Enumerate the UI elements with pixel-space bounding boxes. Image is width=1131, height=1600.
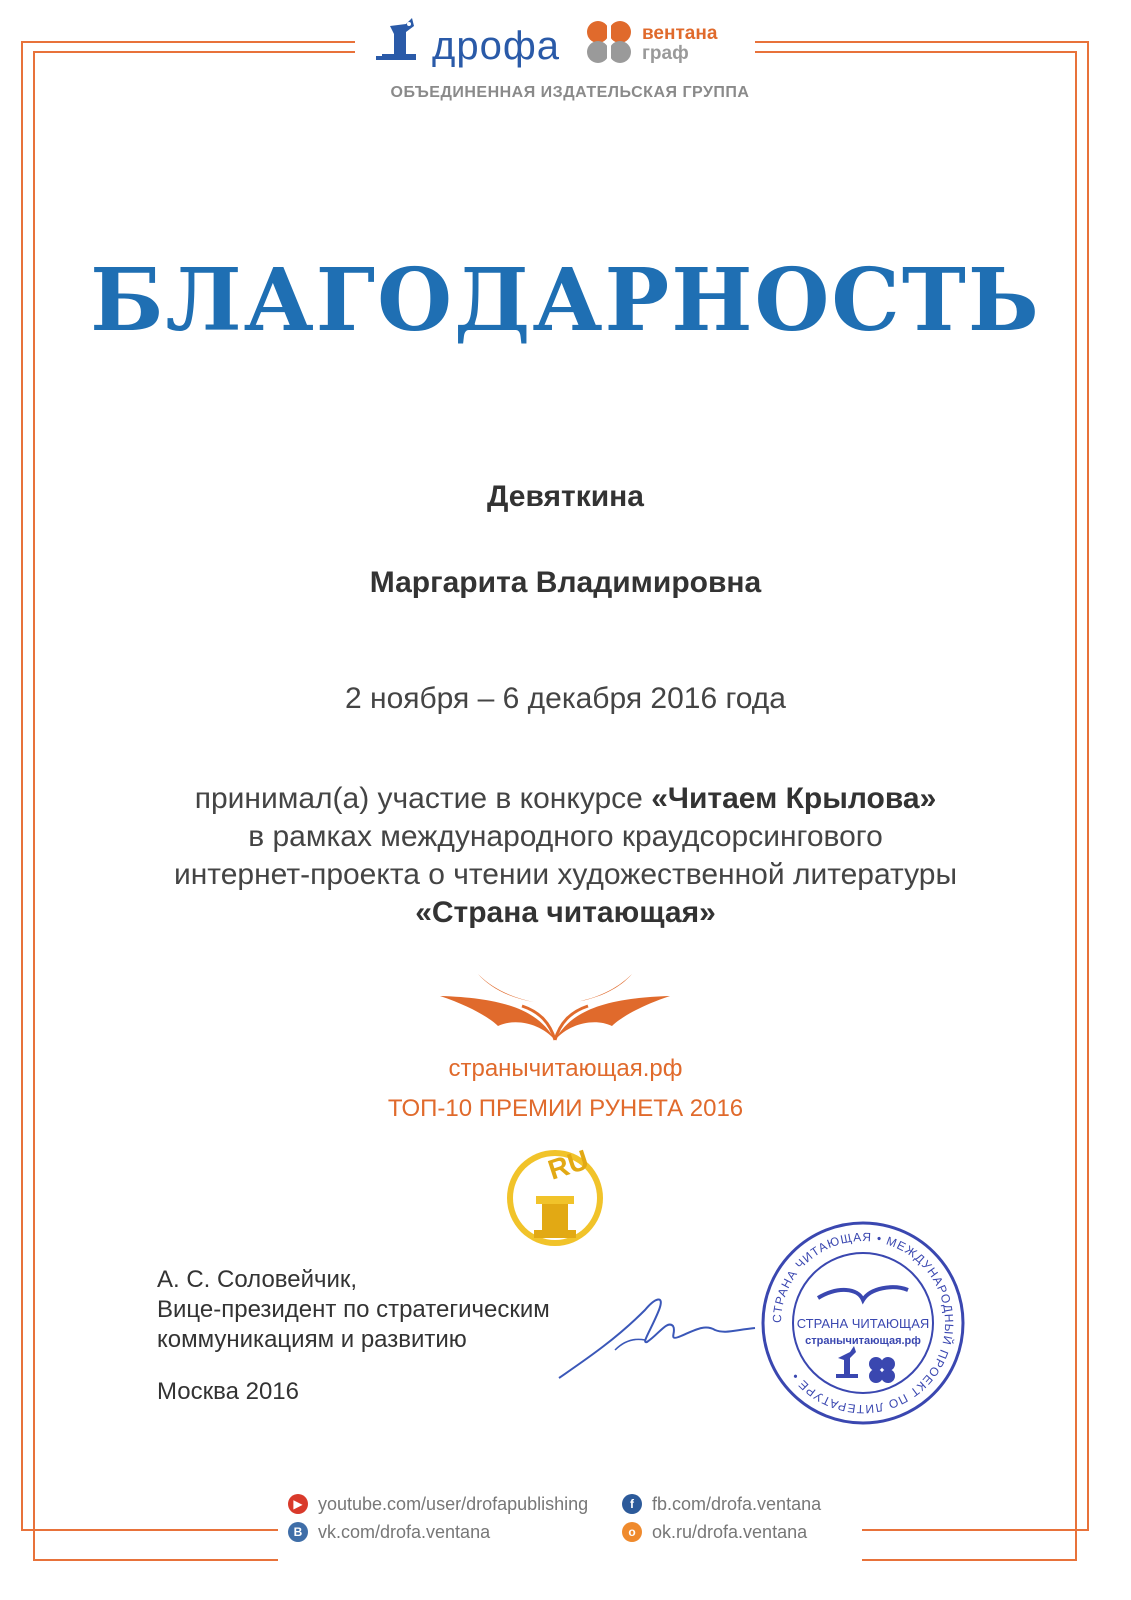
recipient-given-names: Маргарита Владимировна — [369, 566, 762, 599]
participation-line-1 — [0, 780, 1131, 818]
participation-prefix: принимал(а) участие в конкурсе — [194, 782, 652, 815]
stamp-title: СТРАНА ЧИТАЮЩАЯ — [796, 1316, 930, 1331]
handwritten-signature — [555, 1280, 765, 1390]
drofa-bird-logo-icon — [372, 16, 432, 68]
project-name: «Страна читающая» — [415, 896, 716, 929]
ventana-wordmark-line1: вентана — [642, 23, 718, 44]
recipient-surname: Девяткина — [487, 480, 644, 513]
contest-name: «Читаем Крылова» — [651, 782, 937, 815]
facebook-icon: f — [622, 1494, 642, 1514]
signer-position-line-2: коммуникациям и развитию — [157, 1326, 467, 1353]
odnoklassniki-icon: o — [622, 1522, 642, 1542]
certificate-title: БЛАГОДАРНОСТЬ — [90, 250, 1041, 351]
svg-text:RU: RU — [544, 1143, 593, 1186]
facebook-link-text: fb.com/drofa.ventana — [652, 1493, 822, 1514]
vk-link-text: vk.com/drofa.ventana — [318, 1521, 491, 1542]
signer-name: А. С. Соловейчик, — [157, 1266, 358, 1293]
publisher-logos — [370, 14, 770, 124]
city-year: Москва 2016 — [157, 1378, 299, 1405]
footer-links-left — [288, 1490, 588, 1546]
footer-links-right — [622, 1490, 821, 1546]
youtube-link[interactable] — [288, 1490, 588, 1518]
participation-line-3: интернет-проекта о чтении художественной литературы — [173, 858, 958, 891]
participation-text — [0, 780, 1131, 932]
official-stamp — [758, 1218, 968, 1428]
ventana-graf-logo-icon — [582, 18, 638, 68]
youtube-link-text: youtube.com/user/drofapublishing — [318, 1493, 589, 1514]
ok-link-text: ok.ru/drofa.ventana — [652, 1521, 808, 1542]
vk-icon: B — [288, 1522, 308, 1542]
ventana-graf-wordmark — [642, 24, 717, 64]
participation-line-2: в рамках международного краудсорсингового — [248, 820, 883, 853]
project-site: странычитающая.рф — [448, 1055, 683, 1082]
signer-block — [157, 1265, 550, 1355]
publishing-group-caption: ОБЪЕДИНЕННАЯ ИЗДАТЕЛЬСКАЯ ГРУППА — [390, 84, 750, 101]
event-dates: 2 ноября – 6 декабря 2016 года — [344, 682, 786, 715]
signer-position-line-1: Вице-президент по стратегическим — [157, 1296, 550, 1323]
ventana-wordmark-line2: граф — [642, 43, 689, 64]
stamp-site: странычитающая.рф — [805, 1335, 921, 1347]
facebook-link[interactable] — [622, 1490, 821, 1518]
vk-link[interactable] — [288, 1518, 588, 1546]
open-book-emblem-icon — [430, 968, 680, 1048]
runet-award-badge-icon — [500, 1140, 610, 1250]
stamp-outer-text: СТРАНА ЧИТАЮЩАЯ • МЕЖДУНАРОДНЫЙ ПРОЕКТ ПО ЛИТЕРАТУРЕ • — [769, 1229, 957, 1417]
ok-link[interactable] — [622, 1518, 821, 1546]
youtube-icon: ▶ — [288, 1494, 308, 1514]
award-caption: ТОП-10 ПРЕМИИ РУНЕТА 2016 — [387, 1095, 744, 1122]
drofa-wordmark: дрофа — [432, 24, 560, 68]
